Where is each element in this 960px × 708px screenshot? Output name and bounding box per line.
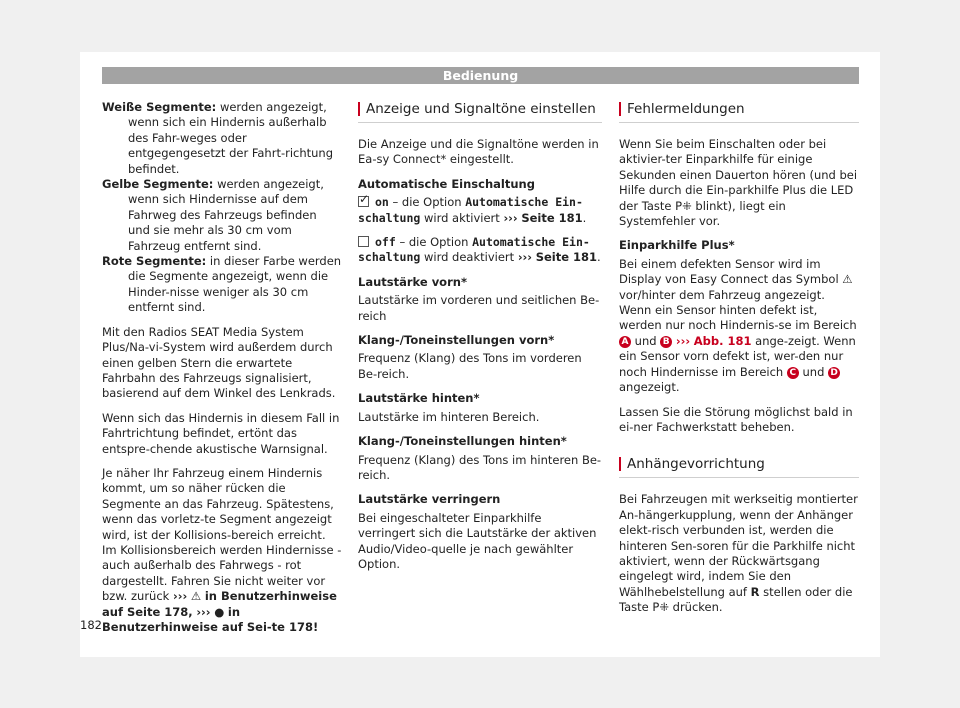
definition-red: Rote Segmente: in dieser Farbe werden die Segmente angezeigt, wenn die Hinder-nisse weniger als 30 cm entfernt sind. bbox=[102, 254, 342, 315]
definition-yellow: Gelbe Segmente: werden angezeigt, wenn sich Hindernisse auf dem Fahrweg des Fahrzeugs befinden und sie mehr als 30 cm vom Fahrzeug entfernt sind. bbox=[102, 177, 324, 253]
subheading: Einparkhilfe Plus* bbox=[619, 238, 735, 253]
warning-link[interactable]: in Benutzerhinweise auf Seite 178, bbox=[102, 589, 337, 619]
segment-definitions bbox=[102, 100, 342, 316]
definition-white: Weiße Segmente: werden angezeigt, wenn sich ein Hindernis außerhalb des Fahr-weges oder entgegengesetzt der Fahrt-richtung befindet. bbox=[102, 100, 334, 176]
paragraph: Lautstärke im hinteren Bereich. bbox=[358, 409, 540, 424]
warning-icon: ⚠ bbox=[842, 272, 853, 287]
option-off: off – die Option Automatische Ein-schaltung wird deaktiviert ››› Seite 181. bbox=[358, 235, 601, 265]
checkbox-unchecked-icon bbox=[358, 236, 369, 247]
badge-b: B bbox=[660, 336, 672, 348]
subheading: Klang-/Toneinstellungen vorn* bbox=[358, 333, 555, 348]
badge-d: D bbox=[828, 367, 840, 379]
page-link[interactable]: Seite 181 bbox=[521, 210, 583, 225]
figure-link[interactable]: Abb. 181 bbox=[693, 333, 752, 348]
subheading: Automatische Einschaltung bbox=[358, 176, 535, 191]
checkbox-checked-icon bbox=[358, 196, 369, 207]
subheading: Lautstärke hinten* bbox=[358, 391, 480, 406]
gear-label: R bbox=[750, 584, 760, 599]
subheading: Klang-/Toneinstellungen hinten* bbox=[358, 434, 567, 449]
link-arrow-icon: ››› bbox=[503, 210, 518, 225]
note-link[interactable]: in Benutzerhinweise auf Sei-te 178! bbox=[102, 604, 319, 634]
paragraph: Frequenz (Klang) des Tons im vorderen Be-reich. bbox=[358, 351, 582, 381]
column-middle bbox=[358, 100, 602, 581]
stop-icon: ● bbox=[214, 604, 225, 619]
subheading: Lautstärke vorn* bbox=[358, 274, 467, 289]
option-on: ✓on – die Option Automatische Ein-schaltung wird aktiviert ››› Seite 181. bbox=[358, 195, 602, 226]
section-heading: Anzeige und Signaltöne einstellen bbox=[358, 100, 602, 123]
paragraph: Lautstärke im vorderen und seitlichen Be-reich bbox=[358, 293, 600, 323]
paragraph: Lassen Sie die Störung möglichst bald in ei-ner Fachwerkstatt beheben. bbox=[619, 404, 853, 434]
column-right bbox=[619, 100, 859, 625]
paragraph: Bei einem defekten Sensor wird im Display von Easy Connect das Symbol ⚠ vor/hinter dem Fahrzeug angezeigt. Wenn ein Sensor hinten defekt ist, werden nur noch Hindernis-se im Bereich A und B ››› Abb. 181 ange-zeigt. Wenn ein Sensor vorn defekt ist, wer-den nur noch Hindernisse im Bereich C und D angezeigt. bbox=[619, 256, 857, 395]
section-heading: Anhängevorrichtung bbox=[619, 455, 859, 478]
page-number: 182 bbox=[80, 618, 102, 632]
badge-c: C bbox=[787, 367, 799, 379]
park-button-icon: P⁜ bbox=[675, 198, 692, 213]
section-heading: Fehlermeldungen bbox=[619, 100, 859, 123]
paragraph: Mit den Radios SEAT Media System Plus/Na-vi-System wird außerdem durch einen gelben Stern die erwartete Fahrbahn des Fahrzeugs signalisiert, basierend auf dem Winkel des Lenkrads. bbox=[102, 324, 336, 401]
paragraph: Je näher Ihr Fahrzeug einem Hindernis kommt, um so näher rücken die Segmente an das Fahrzeug. Spätestens, wenn das vorletz-te Segment angezeigt wird, ist der Kollisions-bereich erreicht. Im Kollisionsbereich werden Hindernisse - auch außerhalb des Fahrwegs - rot dargestellt. Fahren Sie nicht weiter vor bzw. zurück ››› ⚠ in Benutzerhinweise auf Seite 178, ››› ● in Benutzerhinweise auf Sei-te 178! bbox=[102, 465, 342, 634]
paragraph: Wenn sich das Hindernis in diesem Fall in Fahrtrichtung befindet, ertönt das entspre-chende akustische Warnsignal. bbox=[102, 410, 340, 456]
link-arrow-icon: ››› bbox=[675, 333, 691, 348]
link-arrow-icon: ››› bbox=[196, 604, 211, 619]
paragraph: Wenn Sie beim Einschalten oder bei aktivier-ter Einparkhilfe für einige Sekunden einen Dauerton hören (und bei Hilfe durch die Ein-parkhilfe Plus die LED der Taste P⁜ blinkt), liegt ein Systemfehler vor. bbox=[619, 137, 858, 229]
link-arrow-icon: ››› bbox=[172, 589, 188, 604]
subheading: Lautstärke verringern bbox=[358, 492, 501, 507]
warning-icon: ⚠ bbox=[190, 589, 202, 604]
link-arrow-icon: ››› bbox=[517, 250, 533, 265]
page-header: Bedienung bbox=[102, 67, 859, 84]
page-link[interactable]: Seite 181 bbox=[535, 250, 598, 265]
badge-a: A bbox=[619, 336, 631, 348]
paragraph: Bei eingeschalteter Einparkhilfe verringert sich die Lautstärke der aktiven Audio/Video-quelle je nach gewählter Option. bbox=[358, 510, 597, 571]
park-button-icon: P⁜ bbox=[652, 600, 669, 615]
paragraph: Die Anzeige und die Signaltöne werden in Ea-sy Connect* eingestellt. bbox=[358, 137, 599, 167]
paragraph: Bei Fahrzeugen mit werkseitig montierter An-hängerkupplung, wenn der Anhänger elekt-risch verbunden ist, werden die hinteren Sen-soren für die Parkhilfe nicht aktiviert, wenn der Rückwärtsgang eingelegt wird, indem Sie den Wählhebelstellung auf R stellen oder die Taste P⁜ drücken. bbox=[619, 492, 858, 615]
paragraph: Frequenz (Klang) des Tons im hinteren Be-reich. bbox=[358, 452, 602, 482]
column-left bbox=[102, 100, 342, 644]
